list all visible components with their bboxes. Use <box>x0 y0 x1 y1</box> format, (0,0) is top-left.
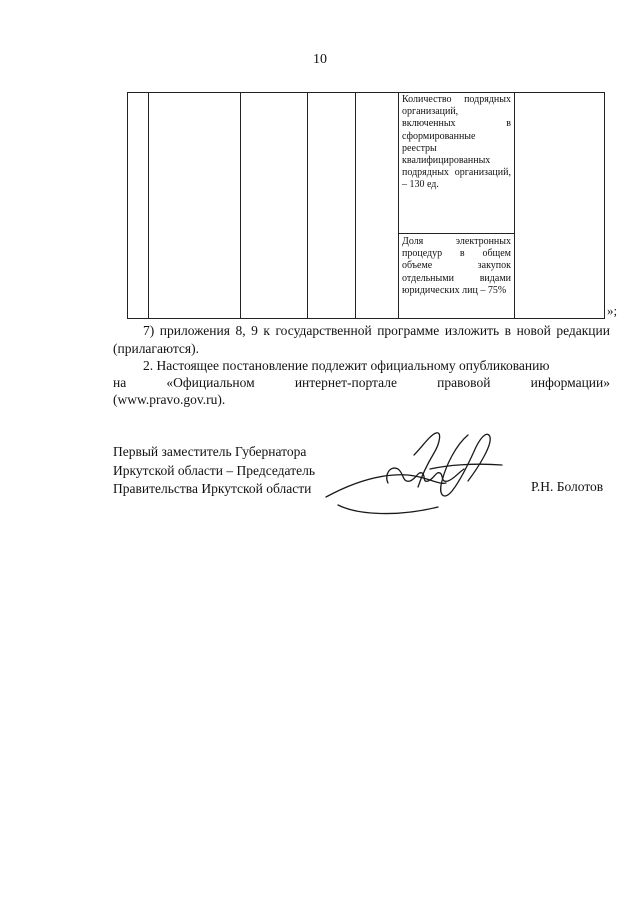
table-cell: Количество подрядных организаций, включенных в сформированные реестры квалифицированных подрядных организаций, – 130 ед. <box>402 94 511 191</box>
word: интернет-портале <box>294 375 397 390</box>
table-border <box>240 92 241 319</box>
paragraph-2-line1 <box>113 357 610 375</box>
indicator-table <box>127 92 605 319</box>
table-border <box>127 92 605 93</box>
word: «Официальном <box>166 375 255 390</box>
page-number: 10 <box>313 52 327 67</box>
table-border <box>514 92 515 319</box>
closing-quote: »; <box>607 303 618 318</box>
paragraph-7-text: 7) приложения 8, 9 к государственной программе изложить в новой редакции (прилагаются). <box>113 323 610 356</box>
table-border <box>127 92 128 319</box>
table-border <box>355 92 356 319</box>
paragraph-7 <box>113 322 610 357</box>
table-border <box>398 233 515 234</box>
paragraph-2-text: 2. Настоящее постановление подлежит официальному опубликованию <box>143 358 550 373</box>
portal-url: (www.pravo.gov.ru). <box>113 392 226 407</box>
signatory-line: Правительства Иркутской области <box>113 481 312 496</box>
signatory-name: Р.Н. Болотов <box>531 479 604 494</box>
table-cell: Доля электронных процедур в общем объеме закупок отдельными видами юридических лиц – 75% <box>402 236 511 296</box>
table-border <box>604 92 605 319</box>
word: правовой <box>437 375 491 390</box>
table-border <box>398 92 399 319</box>
paragraph-2-line2 <box>113 375 610 391</box>
table-border <box>307 92 308 319</box>
signatory-line: Первый заместитель Губернатора <box>113 444 307 459</box>
handwritten-signature <box>318 425 508 520</box>
signatory-title <box>113 443 315 499</box>
signatory-line: Иркутской области – Председатель <box>113 462 315 478</box>
word: информации» <box>530 375 610 390</box>
table-border <box>148 92 149 319</box>
table-border <box>127 318 605 319</box>
word: на <box>113 375 127 390</box>
